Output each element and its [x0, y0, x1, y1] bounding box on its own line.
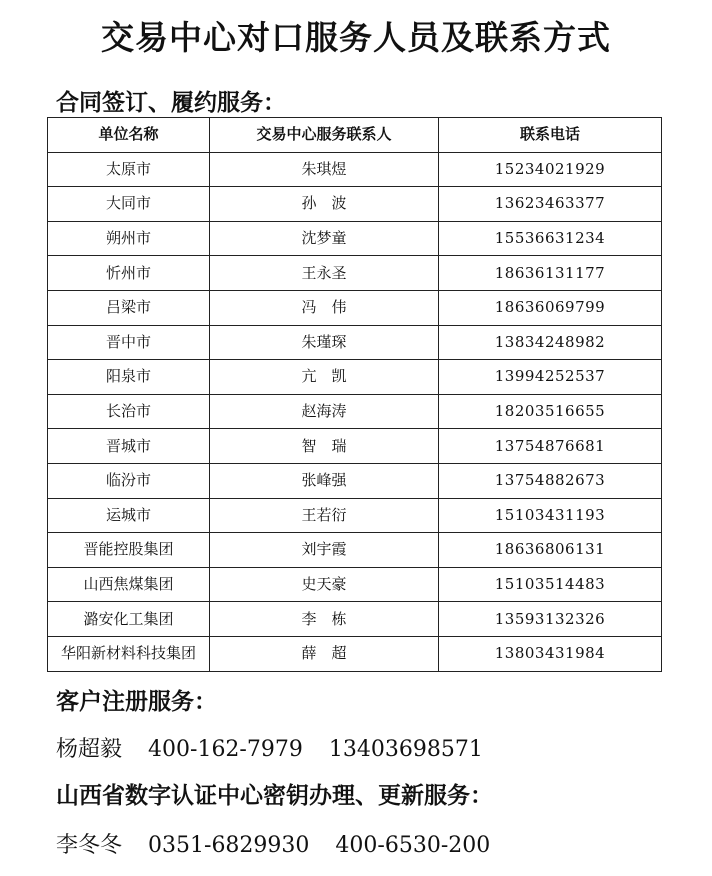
contract-service-heading: 合同签订、履约服务： [56, 90, 286, 116]
contact-cell: 沈梦童 [210, 221, 439, 256]
contact-cell: 张峰强 [210, 463, 439, 498]
unit-cell: 大同市 [48, 187, 210, 222]
unit-cell: 长治市 [48, 394, 210, 429]
contact-cell: 冯 伟 [210, 290, 439, 325]
unit-cell: 晋中市 [48, 325, 210, 360]
phone-cell: 13623463377 [439, 187, 662, 222]
contact-cell: 薛 超 [210, 636, 439, 671]
contact-cell: 亢 凯 [210, 360, 439, 395]
registration-phone-1: 400-162-7979 [148, 737, 303, 762]
unit-cell: 华阳新材料科技集团 [48, 636, 210, 671]
contact-cell: 刘宇霞 [210, 533, 439, 568]
phone-cell: 15536631234 [439, 221, 662, 256]
table-row [48, 463, 662, 498]
table-row [48, 533, 662, 568]
phone-cell: 15103431193 [439, 498, 662, 533]
phone-cell: 18636069799 [439, 290, 662, 325]
registration-service-heading: 客户注册服务： [56, 689, 217, 715]
unit-cell: 运城市 [48, 498, 210, 533]
phone-cell: 18203516655 [439, 394, 662, 429]
table-row [48, 290, 662, 325]
contact-cell: 智 瑞 [210, 429, 439, 464]
phone-cell: 15103514483 [439, 567, 662, 602]
contact-cell: 朱琪煜 [210, 152, 439, 187]
unit-cell: 忻州市 [48, 256, 210, 291]
table-row [48, 636, 662, 671]
page-title: 交易中心对口服务人员及联系方式 [101, 18, 611, 57]
phone-cell: 15234021929 [439, 152, 662, 187]
table-row [48, 187, 662, 222]
table-row [48, 360, 662, 395]
unit-cell: 临汾市 [48, 463, 210, 498]
certificate-service-heading: 山西省数字认证中心密钥办理、更新服务： [56, 783, 493, 809]
table-row [48, 567, 662, 602]
contact-cell: 王永圣 [210, 256, 439, 291]
phone-cell: 13754876681 [439, 429, 662, 464]
contact-cell: 孙 波 [210, 187, 439, 222]
contact-cell: 赵海涛 [210, 394, 439, 429]
unit-cell: 潞安化工集团 [48, 602, 210, 637]
certificate-contact-line [56, 828, 516, 859]
certificate-phone-1: 0351-6829930 [148, 833, 310, 858]
table-body [48, 152, 662, 671]
phone-cell: 13994252537 [439, 360, 662, 395]
contact-cell: 史天豪 [210, 567, 439, 602]
phone-cell: 18636806131 [439, 533, 662, 568]
contact-table [47, 117, 662, 672]
registration-contact-name: 杨超毅 [56, 737, 123, 762]
table-row [48, 602, 662, 637]
table-row [48, 221, 662, 256]
table-row [48, 429, 662, 464]
unit-cell: 山西焦煤集团 [48, 567, 210, 602]
certificate-phone-2: 400-6530-200 [335, 833, 491, 858]
phone-cell: 13803431984 [439, 636, 662, 671]
contact-cell: 王若衍 [210, 498, 439, 533]
unit-cell: 太原市 [48, 152, 210, 187]
unit-cell: 朔州市 [48, 221, 210, 256]
phone-cell: 13834248982 [439, 325, 662, 360]
registration-phone-2: 13403698571 [328, 737, 483, 762]
unit-cell: 晋城市 [48, 429, 210, 464]
column-header-phone: 联系电话 [439, 118, 662, 153]
unit-cell: 晋能控股集团 [48, 533, 210, 568]
column-header-unit: 单位名称 [48, 118, 210, 153]
table-row [48, 325, 662, 360]
unit-cell: 吕梁市 [48, 290, 210, 325]
column-header-contact: 交易中心服务联系人 [210, 118, 439, 153]
phone-cell: 18636131177 [439, 256, 662, 291]
registration-contact-line [56, 732, 509, 763]
phone-cell: 13754882673 [439, 463, 662, 498]
table-row [48, 152, 662, 187]
contact-cell: 朱瑾琛 [210, 325, 439, 360]
table-header-row [48, 118, 662, 153]
table-row [48, 394, 662, 429]
certificate-contact-name: 李冬冬 [56, 833, 123, 858]
unit-cell: 阳泉市 [48, 360, 210, 395]
table-row [48, 256, 662, 291]
phone-cell: 13593132326 [439, 602, 662, 637]
table-row [48, 498, 662, 533]
contact-cell: 李 栋 [210, 602, 439, 637]
